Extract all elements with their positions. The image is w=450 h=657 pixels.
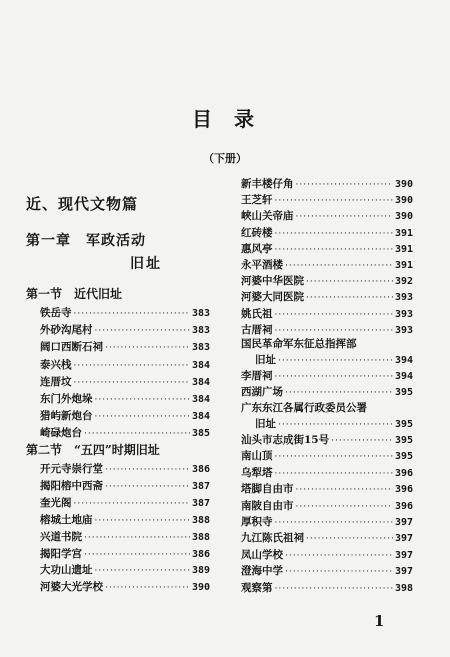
page-title: 目录 [192, 107, 276, 131]
dot-leader [74, 496, 190, 512]
toc-entry [40, 512, 210, 528]
toc-entry-page: 391 [394, 243, 413, 255]
toc-entry [40, 546, 210, 562]
dot-leader [105, 580, 190, 596]
toc-entry-title: 峡山关帝庙 [241, 210, 294, 223]
toc-entry-title: 惠风亭 [241, 242, 273, 255]
toc-entry-page: 390 [394, 195, 413, 207]
dot-leader [74, 306, 190, 322]
toc-entry [241, 563, 413, 579]
toc-entry-title: 姚氏祖 [241, 307, 273, 320]
dot-leader [275, 369, 393, 385]
toc-entry [40, 495, 210, 511]
dot-leader [285, 548, 393, 564]
toc-entry-title: 铁岳寺 [40, 307, 72, 319]
toc-entry-line1: 国民革命军东征总指挥部 [241, 338, 357, 350]
dot-leader [296, 177, 393, 193]
volume-subtitle: （下册） [203, 152, 247, 165]
dot-leader [285, 564, 393, 580]
toc-entry [241, 465, 413, 481]
dot-leader [275, 307, 393, 323]
toc-entry-title: 九江陈氏祖祠 [241, 532, 304, 545]
toc-entry-title: 汕头市志成街15号 [241, 434, 330, 446]
toc-entry [241, 432, 413, 448]
toc-entry [241, 225, 413, 241]
toc-entry-title: 揭阳学宫 [40, 547, 82, 560]
toc-entry-title: 澄海中学 [241, 565, 283, 578]
toc-entry-title: 南陂自由市 [241, 499, 294, 512]
toc-entry-title: 外砂沟尾村 [40, 324, 93, 337]
dot-leader [74, 358, 190, 374]
dot-leader [275, 515, 393, 531]
toc-entry-page: 396 [394, 500, 413, 512]
toc-entry-page: 390 [191, 582, 210, 594]
dot-leader [95, 323, 190, 339]
toc-entry [241, 580, 413, 596]
dot-leader [331, 433, 393, 449]
toc-entry [241, 208, 413, 224]
toc-entry-page: 391 [394, 227, 413, 239]
dot-leader [95, 392, 190, 408]
toc-entry-title: 崎碌炮台 [40, 427, 82, 440]
dot-leader [306, 290, 393, 306]
toc-entry-title: 永平酒楼 [241, 259, 283, 271]
dot-leader [95, 563, 190, 579]
chapter-title-line1: 第一章 军政活动 [26, 233, 146, 249]
toc-entry [40, 322, 210, 338]
dot-leader [84, 426, 190, 442]
toc-entry-page: 388 [191, 531, 210, 543]
dot-leader [278, 417, 393, 433]
toc-entry-title: 东门外炮垛 [40, 393, 93, 405]
toc-entry-page: 395 [394, 419, 413, 430]
toc-entry [241, 352, 413, 368]
toc-entry-title: 河婆大光学校 [40, 581, 103, 594]
toc-entry-page: 384 [191, 359, 210, 371]
toc-entry [40, 357, 210, 373]
dot-leader [105, 340, 190, 356]
toc-entry [241, 192, 413, 208]
toc-entry-page: 384 [191, 411, 210, 423]
toc-entry [241, 257, 413, 273]
toc-entry [40, 339, 210, 355]
toc-entry [241, 289, 413, 305]
toc-entry-page: 383 [191, 308, 210, 319]
toc-entry [40, 374, 210, 390]
toc-entry [40, 425, 210, 441]
toc-entry-title: 连厝坟 [40, 375, 72, 388]
toc-entry-title: 猎屿新炮台 [40, 410, 93, 423]
toc-entry-title: 新丰楼仔角 [241, 178, 294, 190]
toc-entry-title: 旧址 [255, 418, 276, 430]
dot-leader [74, 375, 190, 391]
toc-entry-page: 395 [394, 387, 413, 398]
toc-entry-page: 396 [394, 467, 413, 479]
toc-entry [40, 579, 210, 595]
toc-entry-page: 393 [394, 324, 413, 336]
toc-entry-title: 揭阳榕中西斋 [40, 479, 103, 492]
toc-entry-title: 红砖楼 [241, 226, 273, 239]
toc-entry [241, 514, 413, 530]
toc-entry [241, 384, 413, 400]
toc-entry [40, 562, 210, 578]
toc-entry-page: 397 [394, 533, 413, 545]
toc-entry-page: 396 [394, 484, 413, 496]
dot-leader [306, 531, 393, 547]
dot-leader [275, 581, 393, 597]
toc-entry [40, 305, 210, 321]
toc-entry-title: 阔口西断石祠 [40, 341, 103, 354]
toc-entry-page: 387 [191, 480, 210, 492]
toc-entry-title: 兴道书院 [40, 530, 82, 543]
dot-leader [84, 547, 190, 563]
dot-leader [275, 466, 393, 482]
toc-entry-page: 397 [394, 566, 413, 578]
toc-entry [241, 547, 413, 563]
toc-entry [241, 241, 413, 257]
toc-entry-title: 李厝祠 [241, 370, 273, 382]
dot-leader [105, 479, 190, 495]
toc-entry-title: 观察第 [241, 581, 273, 594]
toc-entry-title: 古厝祠 [241, 323, 273, 336]
dot-leader [105, 462, 190, 478]
dot-leader [285, 385, 393, 401]
toc-entry-page: 384 [191, 376, 210, 388]
toc-entry [241, 481, 413, 497]
section-heading-1: 第一节 近代旧址 [26, 287, 123, 301]
toc-entry-title: 开元寺崇行堂 [40, 463, 103, 475]
toc-entry-page: 385 [191, 428, 210, 440]
toc-entry-title: 大功山遗址 [40, 564, 93, 577]
toc-entry-page: 393 [394, 292, 413, 304]
dot-leader [296, 482, 393, 498]
section-heading-2: 第二节 “五四”时期旧址 [26, 443, 160, 457]
toc-entry-title: 西湖广场 [241, 386, 283, 398]
chapter-title-line2: 旧址 [130, 256, 162, 272]
toc-entry-page: 394 [394, 355, 413, 366]
toc-entry-page: 387 [191, 497, 210, 509]
dot-leader [95, 409, 190, 425]
toc-entry-page: 398 [394, 582, 413, 594]
page-number: 1 [374, 612, 385, 630]
toc-entry-page: 390 [394, 211, 413, 223]
toc-entry [241, 306, 413, 322]
toc-entry-title: 河婆大同医院 [241, 291, 304, 304]
dot-leader [296, 499, 393, 515]
toc-entry [241, 368, 413, 384]
toc-entry-title: 乌犁塔 [241, 466, 273, 479]
dot-leader [275, 226, 393, 242]
toc-entry [40, 408, 210, 424]
toc-entry-title: 榕城土地庙 [40, 513, 93, 526]
toc-entry-title: 厚积寺 [241, 516, 273, 528]
toc-entry-page: 393 [394, 308, 413, 320]
toc-entry-page: 397 [394, 517, 413, 528]
toc-entry-title: 奎光阁 [40, 496, 72, 509]
toc-entry [40, 529, 210, 545]
toc-entry-page: 394 [394, 371, 413, 382]
toc-entry [241, 176, 413, 192]
toc-entry [241, 498, 413, 514]
dot-leader [285, 258, 393, 274]
toc-entry-page: 395 [394, 451, 413, 463]
toc-entry [40, 478, 210, 494]
dot-leader [95, 513, 190, 529]
toc-entry [241, 530, 413, 546]
toc-entry-page: 391 [394, 260, 413, 271]
toc-entry-page: 392 [394, 276, 413, 288]
toc-entry-title: 泰兴栈 [40, 358, 72, 371]
toc-entry-title: 凤山学校 [241, 548, 283, 561]
toc-entry [40, 461, 210, 477]
toc-entry-page: 383 [191, 325, 210, 337]
toc-entry-title: 南山顶 [241, 450, 273, 463]
toc-entry-page: 389 [191, 565, 210, 577]
toc-entry-page: 386 [191, 548, 210, 560]
toc-entry-line1: 广东东江各属行政委员公署 [241, 402, 367, 414]
dot-leader [306, 274, 393, 290]
toc-entry-page: 390 [394, 179, 413, 190]
part-title: 近、现代文物篇 [26, 195, 139, 213]
toc-entry [241, 448, 413, 464]
dot-leader [275, 449, 393, 465]
toc-entry [40, 391, 210, 407]
toc-entry [241, 273, 413, 289]
toc-entry-page: 397 [394, 549, 413, 561]
dot-leader [296, 209, 393, 225]
toc-entry [241, 416, 413, 432]
toc-entry-title: 塔脚自由市 [241, 483, 294, 496]
toc-entry-page: 395 [394, 435, 413, 446]
toc-entry-title: 王芝轩 [241, 194, 273, 207]
toc-entry-title: 河婆中华医院 [241, 275, 304, 288]
dot-leader [84, 530, 190, 546]
toc-entry-page: 388 [191, 514, 210, 526]
toc-entry-page: 384 [191, 394, 210, 405]
dot-leader [278, 353, 393, 369]
dot-leader [275, 193, 393, 209]
dot-leader [275, 242, 393, 258]
toc-entry-title: 旧址 [255, 354, 276, 366]
toc-entry-page: 386 [191, 464, 210, 475]
toc-entry-page: 383 [191, 342, 210, 354]
